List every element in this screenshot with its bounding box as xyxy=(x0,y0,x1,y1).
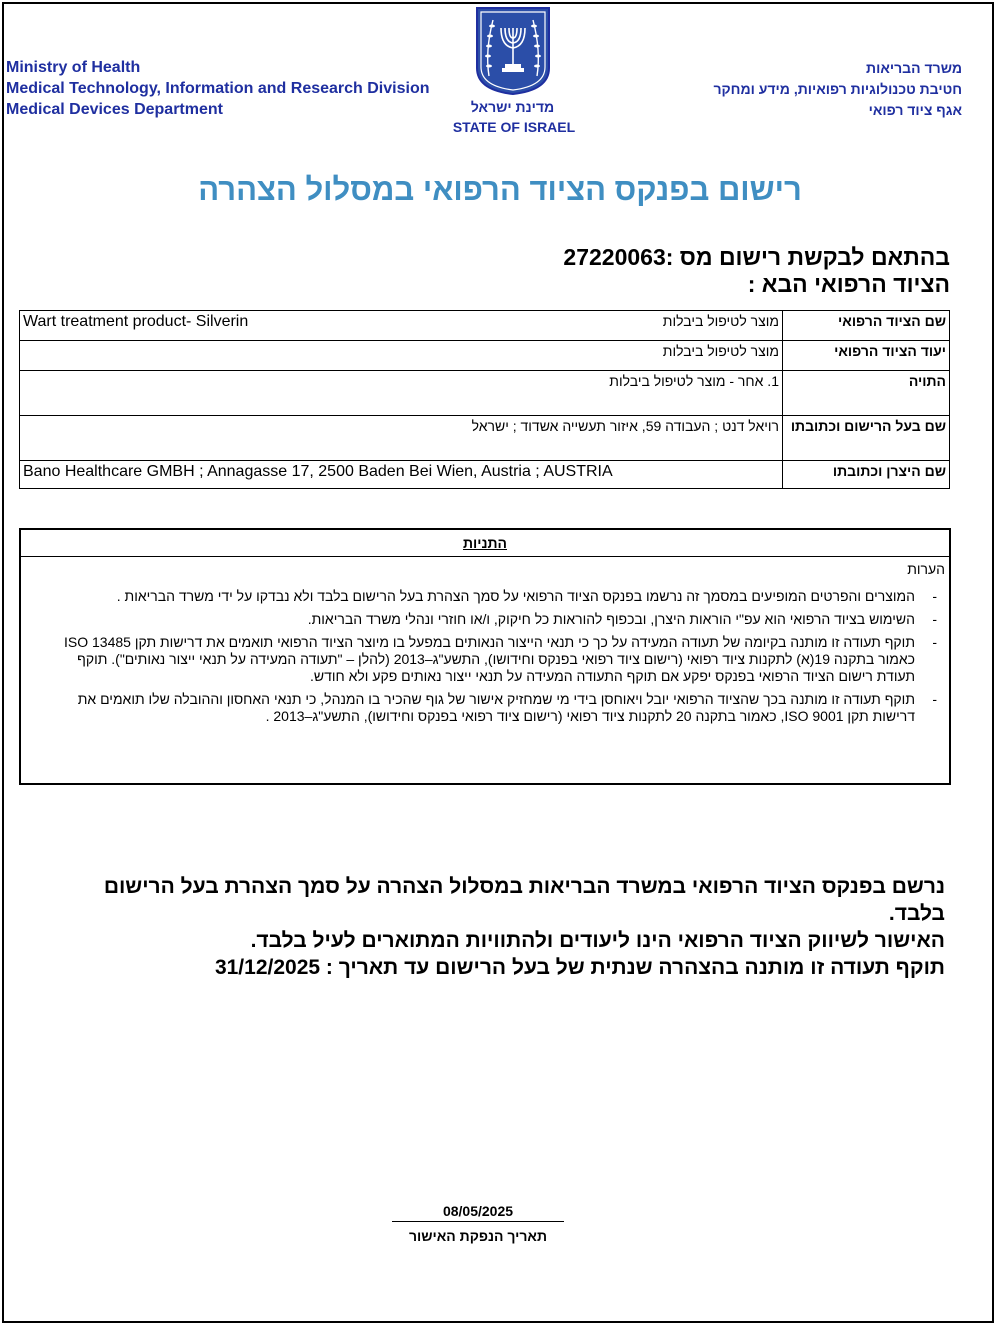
intended-use-label: יעוד הציוד הרפואי xyxy=(783,341,950,371)
statement-line: האישור לשיווק הציוד הרפואי הינו ליעודים ולהתוויות המתוארים לעיל בלבד. xyxy=(250,929,945,952)
header-right-line: חטיבת טכנולוגיות רפואיות, מידע ומחקר xyxy=(713,81,962,97)
registration-statement xyxy=(45,873,945,981)
condition-item: - תוקף תעודה זו מותנה בקיומה של תעודה המעידה על כך כי תנאי הייצור הנאותים במפעל בו מיוצר הציוד הרפואי תואמים את דרישות תקן ISO 13485 כאמור בתקנה 19(א) לתקנות ציוד רפואי (רישום ציוד רפואי בפנקס וחידושו), התשע"ג–2013 (להלן – "תעודה המעידה על תנאי ייצור נאותים"). תוקף תעודת רישום הציוד הרפואי בפנקס יפקע אם תוקף התעודה המעידה על תנאי ייצור נאותים פקע ולא חודש. xyxy=(64,634,937,684)
condition-item: - השימוש בציוד הרפואי הוא עפ"י הוראות היצרן, ובכפוף להוראות כל חיקוק, ו/או חוזרי ונהלי משרד הבריאות. xyxy=(307,611,937,627)
condition-text: תוקף תעודה זו מותנה בקיומה של תעודה המעידה על כך כי תנאי הייצור הנאותים במפעל בו מיוצר הציוד הרפואי תואמים את דרישות תקן ISO 13485 כאמור בתקנה 19(א) לתקנות ציוד רפואי (רישום ציוד רפואי בפנקס וחידושו), התשע"ג–2013 (להלן – "תעודה המעידה על תנאי ייצור נאותים"). תוקף תעודת רישום הציוד הרפואי בפנקס יפקע אם תוקף התעודה המעידה על תנאי ייצור נאותים פקע ולא חודש. xyxy=(64,634,915,684)
intended-use-value: מוצר לטיפול ביבלות xyxy=(662,343,779,359)
device-details-table xyxy=(19,310,950,489)
issue-date-label: תאריך הנפקת האישור xyxy=(408,1228,548,1244)
device-name-english: Wart treatment product- Silverin xyxy=(23,313,249,330)
indication-label: התויה xyxy=(783,371,950,416)
header-left-block xyxy=(6,57,429,120)
document-title: רישום בפנקס הציוד הרפואי במסלול הצהרה xyxy=(198,172,802,207)
table-row xyxy=(20,416,950,461)
signature-line xyxy=(392,1221,564,1222)
table-row xyxy=(20,461,950,489)
issue-date: 08/05/2025 xyxy=(442,1203,514,1219)
header-right-line: אגף ציוד רפואי xyxy=(868,102,962,118)
registrant-value: רויאל דנט ; העבודה 59, איזור תעשייה אשדוד ; ישראל xyxy=(471,418,779,434)
table-row xyxy=(20,311,950,341)
condition-text: המוצרים והפרטים המופיעים במסמך זה נרשמו בפנקס הציוד הרפואי על סמך הצהרת בעל הרישום בלבד ולא נבדקו על ידי משרד הבריאות . xyxy=(116,588,915,604)
condition-text: תוקף תעודה זו מותנה בכך שהציוד הרפואי יובל ויאוחסן בידי מי שמחזיק אישור של גוף שהכיר בו המנהל, כי תנאי האחסון וההובלה שלו תואמים את דרישות תקן ISO 9001, כאמור בתקנה 20 לתקנות ציוד רפואי (רישום ציוד רפואי בפנקס וחידושו), התשע"ג–2013 . xyxy=(77,691,915,724)
condition-item: - תוקף תעודה זו מותנה בכך שהציוד הרפואי יובל ויאוחסן בידי מי שמחזיק אישור של גוף שהכיר בו המנהל, כי תנאי האחסון וההובלה שלו תואמים את דרישות תקן ISO 9001, כאמור בתקנה 20 לתקנות ציוד רפואי (רישום ציוד רפואי בפנקס וחידושו), התשע"ג–2013 . xyxy=(77,691,937,724)
manufacturer-value: Bano Healthcare GMBH ; Annagasse 17, 2500 Baden Bei Wien, Austria ; AUSTRIA xyxy=(23,463,613,480)
registrant-label: שם בעל הרישום וכתובתו xyxy=(783,416,950,461)
registration-request-number: בהתאם לבקשת רישום מס :27220063 xyxy=(563,244,950,270)
condition-text: השימוש בציוד הרפואי הוא עפ"י הוראות היצרן, ובכפוף להוראות כל חיקוק, ו/או חוזרי ונהלי משרד הבריאות. xyxy=(307,611,915,627)
conditions-title: התניות xyxy=(21,530,949,557)
header-right-block xyxy=(713,58,962,121)
header-left-line: Medical Technology, Information and Research Division xyxy=(6,80,430,97)
header-left-line: Ministry of Health xyxy=(6,59,141,76)
notes-label: הערות xyxy=(907,561,945,577)
condition-item: - המוצרים והפרטים המופיעים במסמך זה נרשמו בפנקס הציוד הרפואי על סמך הצהרת בעל הרישום בלבד ולא נבדקו על ידי משרד הבריאות . xyxy=(116,588,937,604)
header-left-line: Medical Devices Department xyxy=(6,101,223,118)
device-name-hebrew: מוצר לטיפול ביבלות xyxy=(662,313,779,329)
table-row xyxy=(20,341,950,371)
device-name-label: שם הציוד הרפואי xyxy=(783,311,950,341)
statement-line: תוקף תעודה זו מותנה בהצהרה שנתית של בעל הרישום עד תאריך : 31/12/2025 xyxy=(214,956,945,979)
intended-use-value-cell xyxy=(20,341,783,371)
device-name-value-cell xyxy=(20,311,783,341)
state-name-english: STATE OF ISRAEL xyxy=(452,119,576,135)
table-row xyxy=(20,371,950,416)
device-intro-line: הציוד הרפואי הבא : xyxy=(747,271,950,297)
header-right-line: משרד הבריאות xyxy=(866,60,962,76)
indication-value: 1. אחר - מוצר לטיפול ביבלות xyxy=(609,373,779,389)
state-name-hebrew: מדינת ישראל xyxy=(470,99,555,115)
state-of-israel-emblem-icon xyxy=(475,6,551,96)
statement-line: נרשם בפנקס הציוד הרפואי במשרד הבריאות במסלול הצהרה על סמך הצהרת בעל הרישום בלבד. xyxy=(103,875,945,925)
conditions-box xyxy=(19,528,951,785)
conditions-body xyxy=(21,557,949,725)
manufacturer-value-cell xyxy=(20,461,783,489)
indication-value-cell xyxy=(20,371,783,416)
registrant-value-cell xyxy=(20,416,783,461)
manufacturer-label: שם היצרן וכתובתו xyxy=(783,461,950,489)
